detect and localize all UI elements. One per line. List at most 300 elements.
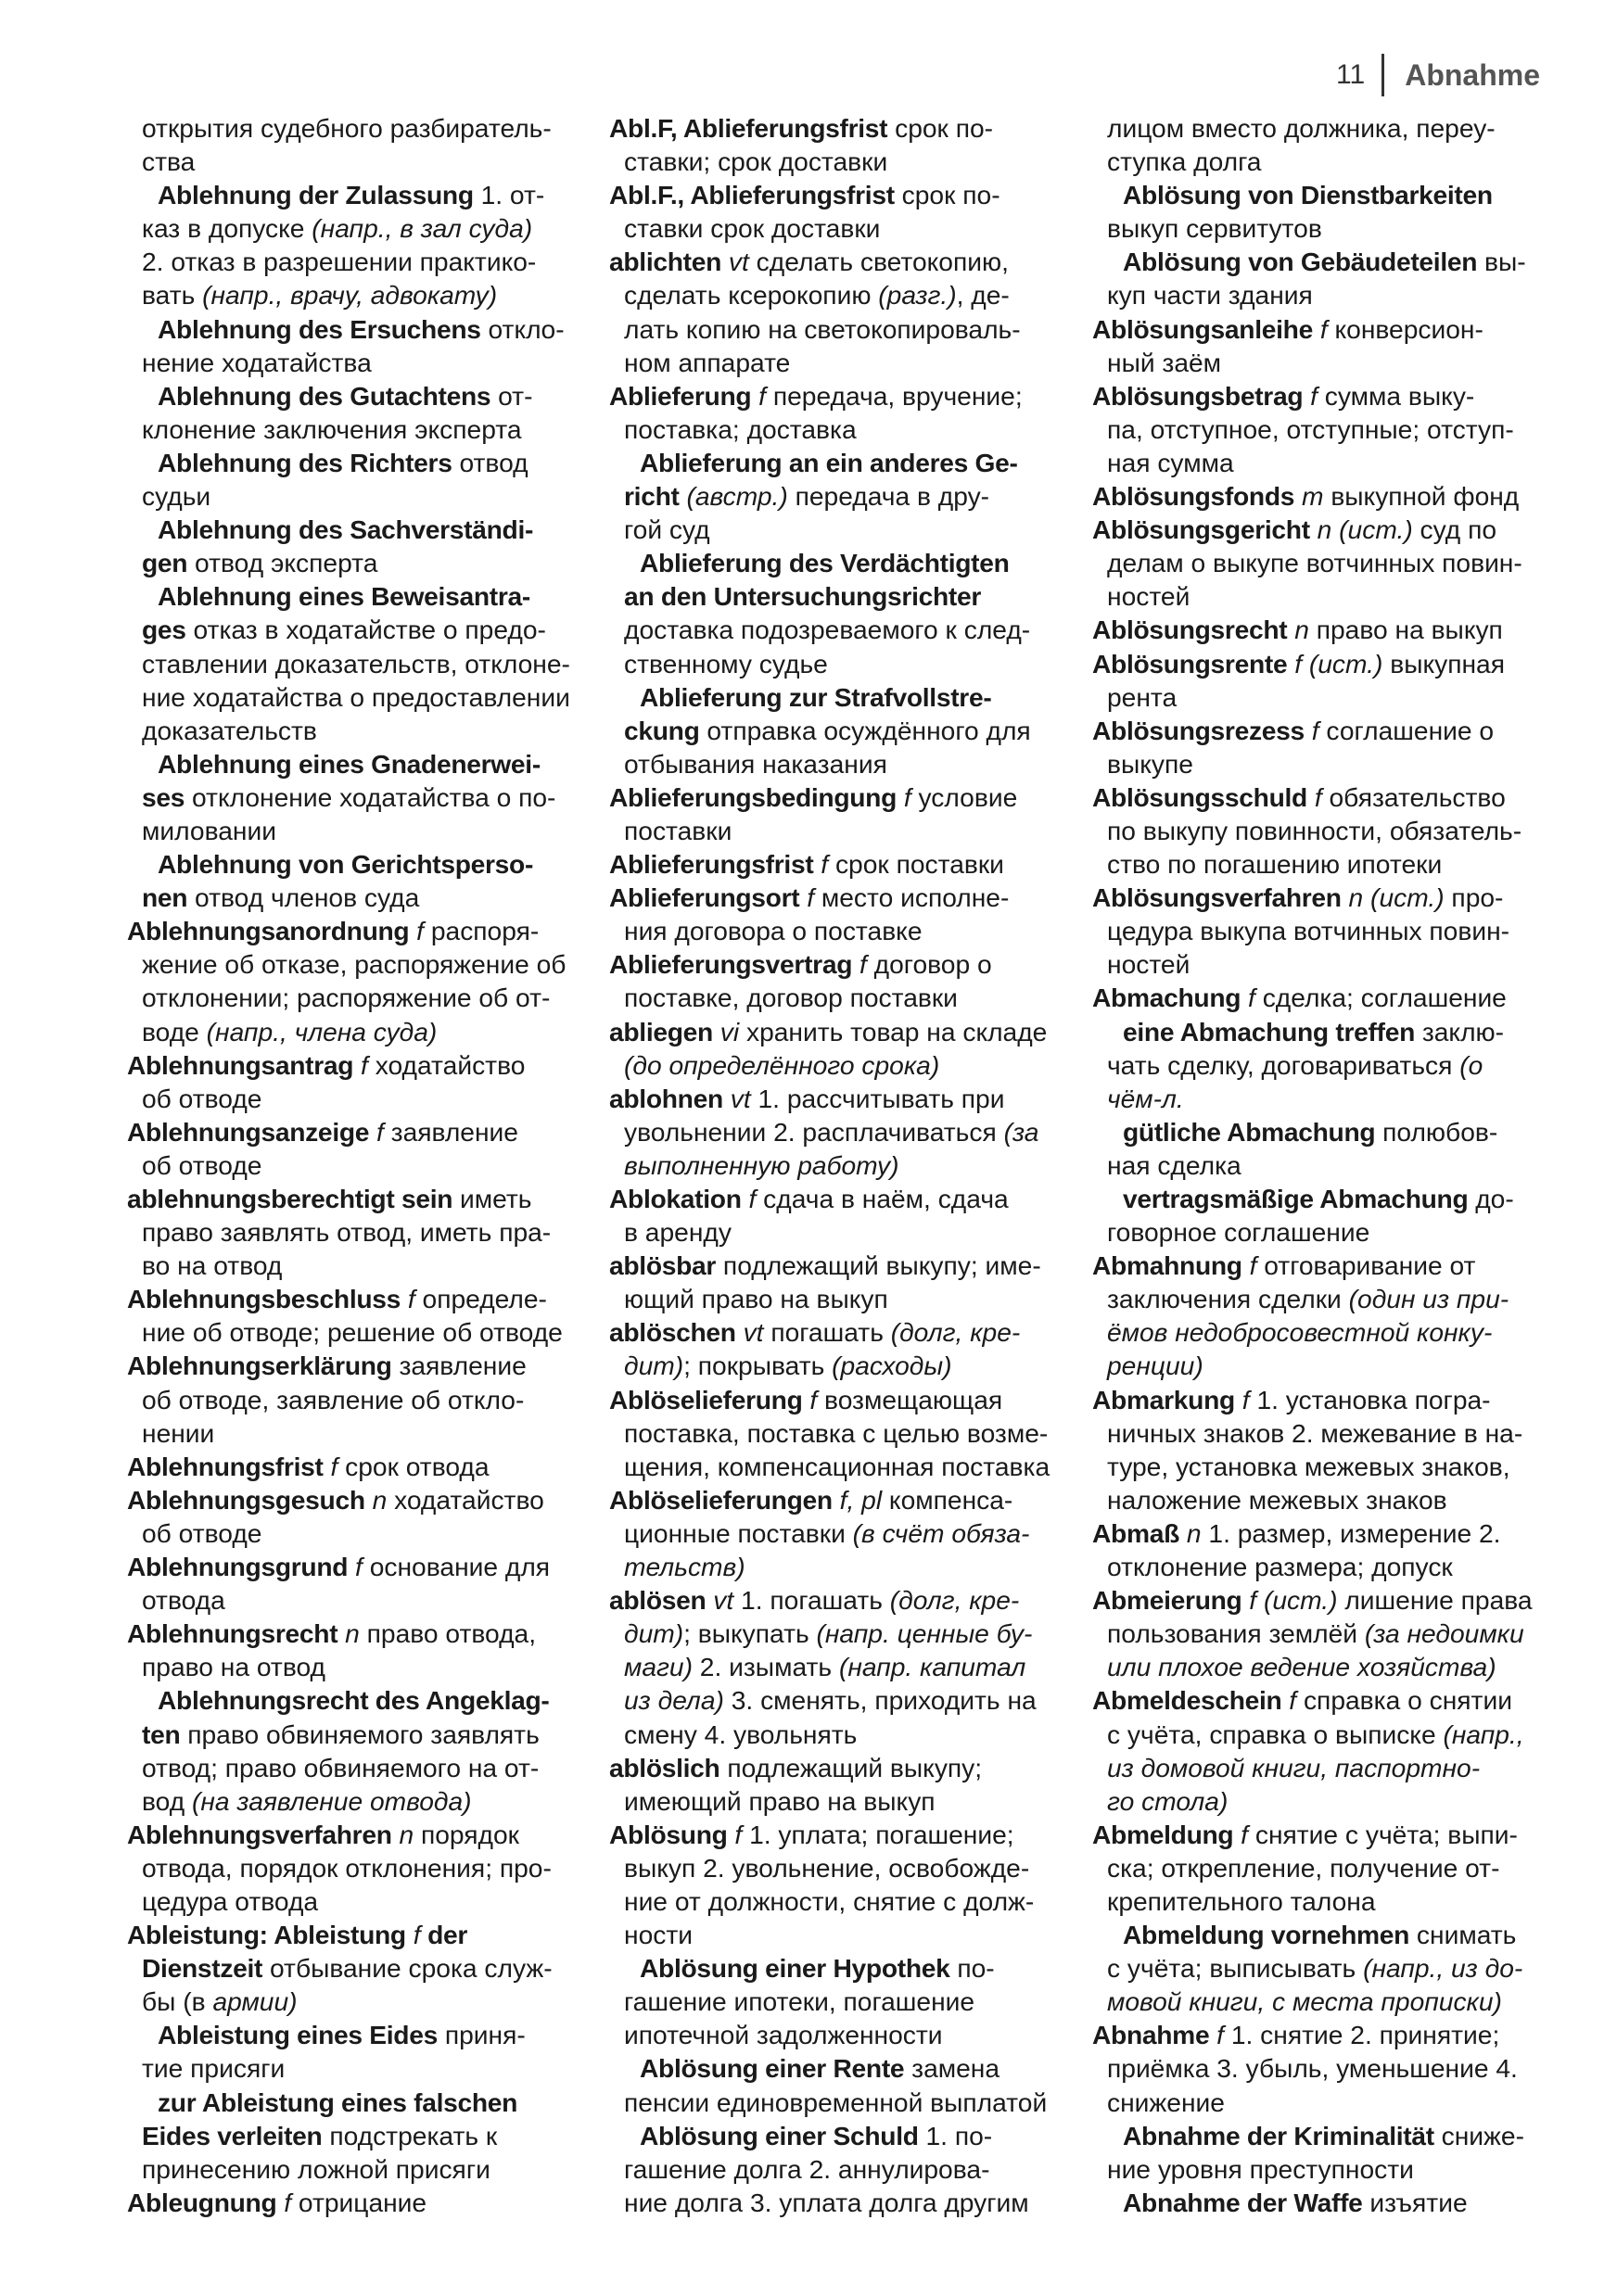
- italic-note: f: [734, 1819, 743, 1849]
- dictionary-line: [1092, 178, 1556, 211]
- definition-text: куп части здания: [1107, 280, 1313, 311]
- dictionary-line: [1092, 747, 1556, 780]
- dictionary-line: [127, 1851, 591, 1884]
- definition-text: заявление: [383, 1116, 518, 1147]
- definition-text: говорное соглашение: [1107, 1217, 1370, 1248]
- definition-text: доставка подозреваемого к след-: [624, 615, 1031, 645]
- dictionary-line: [1092, 881, 1556, 914]
- definition-text: снижение: [1107, 2087, 1225, 2117]
- italic-note: (разг.): [878, 280, 957, 311]
- headword: Ablösung: [609, 1819, 728, 1849]
- definition-text: жение об отказе, распоряжение об: [142, 949, 567, 980]
- headword: ablösen: [609, 1585, 707, 1616]
- definition-text: отговаривание от: [1256, 1250, 1476, 1281]
- definition-text: соглашение о: [1318, 715, 1495, 745]
- headword: Ablösung einer Hypothek: [640, 1953, 950, 1984]
- italic-note: (один из при-: [1348, 1284, 1509, 1314]
- italic-note: чём-л.: [1107, 1083, 1184, 1113]
- headword: Dienstzeit: [142, 1953, 263, 1984]
- definition-text: нении: [142, 1417, 215, 1448]
- headword: Ablösungsschuld: [1092, 781, 1307, 812]
- headword: Ablehnungsfrist: [127, 1451, 324, 1481]
- headword: Abl.F, Ablieferungsfrist: [609, 113, 888, 143]
- italic-note: (австр.): [686, 481, 788, 512]
- dictionary-column-2: [609, 111, 1073, 2219]
- definition-text: ный заём: [1107, 347, 1222, 377]
- definition-text: [1310, 514, 1318, 544]
- definition-text: [353, 1050, 361, 1080]
- headword: Ablehnung eines Gnadenerwei-: [158, 748, 541, 779]
- definition-text: туре, установка межевых знаков,: [1107, 1451, 1510, 1481]
- italic-note: f (ист.): [1294, 648, 1383, 679]
- italic-note: выполненную работу): [624, 1149, 899, 1180]
- dictionary-line: [127, 1315, 591, 1349]
- definition-text: 2. изымать: [692, 1652, 839, 1682]
- headword: Ablehnungsanzeige: [127, 1116, 370, 1147]
- definition-text: сниже-: [1433, 2120, 1524, 2150]
- definition-text: сделка; соглашение: [1254, 983, 1507, 1013]
- definition-text: про-: [1444, 882, 1504, 913]
- definition-text: 1. погашать: [733, 1585, 890, 1616]
- dictionary-line: [127, 1550, 591, 1583]
- headword: ses: [142, 781, 185, 812]
- definition-text: сделать ксерокопию: [624, 280, 879, 311]
- definition-text: ставлении доказательств, отклоне-: [142, 648, 570, 679]
- dictionary-line: [1092, 780, 1556, 814]
- headword: Ablehnungsbeschluss: [127, 1284, 401, 1314]
- headword: Ablieferungsvertrag: [609, 949, 853, 980]
- italic-note: дит): [624, 1351, 684, 1381]
- headword: der: [420, 1920, 468, 1950]
- dictionary-line: [127, 1918, 591, 1951]
- headword: Ablehnungsgrund: [127, 1552, 349, 1582]
- dictionary-line: [127, 346, 591, 379]
- dictionary-line: [609, 1082, 1073, 1115]
- dictionary-line: [1092, 2186, 1556, 2219]
- dictionary-line: [609, 479, 1073, 513]
- italic-note: го стола): [1107, 1785, 1229, 1816]
- dictionary-line: [1092, 479, 1556, 513]
- definition-text: отвод членов суда: [187, 882, 420, 913]
- definition-text: [369, 1117, 376, 1147]
- dictionary-line: [1092, 379, 1556, 412]
- definition-text: основание для: [362, 1552, 551, 1582]
- headword: Ablösung von Gebäudeteilen: [1123, 247, 1478, 277]
- headword: an den Untersuchungsrichter: [624, 581, 982, 612]
- dictionary-line: [127, 1483, 591, 1516]
- italic-note: из дела): [624, 1685, 724, 1716]
- definition-text: поставке, договор поставки: [624, 983, 958, 1013]
- definition-text: изъятие: [1362, 2187, 1468, 2217]
- dictionary-line: [127, 847, 591, 881]
- definition-text: нение ходатайства: [142, 347, 372, 377]
- dictionary-line: [127, 1516, 591, 1550]
- headword: Ableistung: Ableistung: [127, 1920, 406, 1950]
- definition-text: замена: [904, 2053, 1000, 2084]
- italic-note: (за недоимки: [1364, 1618, 1524, 1649]
- definition-text: право на отвод: [142, 1652, 325, 1682]
- italic-note: (напр., в зал суда): [312, 213, 533, 244]
- italic-note: f: [1314, 781, 1322, 812]
- italic-note: ёмов недобросовестной конку-: [1107, 1317, 1493, 1348]
- dictionary-line: [1092, 1383, 1556, 1416]
- headword: Ablehnung eines Beweisantra-: [158, 581, 530, 612]
- dictionary-line: [127, 1818, 591, 1851]
- definition-text: об отводе: [142, 1083, 262, 1113]
- dictionary-line: [1092, 1683, 1556, 1717]
- definition-text: приёмка 3. убыль, уменьшение 4.: [1107, 2053, 1518, 2084]
- italic-note: армии): [212, 1986, 298, 2017]
- dictionary-line: [127, 1215, 591, 1249]
- definition-text: отклo-: [480, 313, 565, 344]
- dictionary-line: [1092, 1650, 1556, 1683]
- dictionary-line: [127, 178, 591, 211]
- definition-text: отклонение размера; допуск: [1107, 1552, 1453, 1582]
- definition-text: ; покрывать: [683, 1351, 833, 1381]
- italic-note: (расходы): [832, 1351, 952, 1381]
- definition-text: выкупной фонд: [1323, 481, 1520, 512]
- definition-text: выкупная: [1382, 648, 1505, 679]
- definition-text: отбывание срока служ-: [262, 1953, 553, 1984]
- definition-text: об отводе: [142, 1517, 262, 1548]
- italic-note: f: [376, 1116, 384, 1147]
- headword: Ablehnungsgesuch: [127, 1484, 365, 1515]
- definition-text: 2. отказ в разрешении практико-: [142, 247, 537, 277]
- italic-note: f: [413, 1920, 421, 1950]
- dictionary-line: [609, 546, 1073, 579]
- headword: Ablieferung: [609, 380, 752, 411]
- definition-text: иметь: [452, 1184, 532, 1213]
- definition-text: [751, 381, 758, 411]
- headword: Ableugnung: [127, 2187, 277, 2217]
- dictionary-line: [127, 1784, 591, 1818]
- dictionary-line: [1092, 1784, 1556, 1818]
- definition-text: ставки срок доставки: [624, 213, 881, 244]
- dictionary-line: [127, 981, 591, 1014]
- definition-text: ства: [142, 146, 196, 177]
- italic-note: дит): [624, 1618, 684, 1649]
- definition-text: выкуп 2. увольнение, освобожде-: [624, 1852, 1030, 1883]
- definition-text: по выкупу повинности, обязатель-: [1107, 815, 1522, 845]
- dictionary-line: [127, 2018, 591, 2051]
- italic-note: n: [399, 1819, 414, 1849]
- headword: abliegen: [609, 1016, 713, 1047]
- dictionary-line: [609, 178, 1073, 211]
- dictionary-line: [127, 1115, 591, 1148]
- dictionary-line: [127, 780, 591, 814]
- italic-note: n (ист.): [1348, 882, 1445, 913]
- dictionary-line: [1092, 2152, 1556, 2186]
- italic-note: f: [1311, 715, 1319, 745]
- headword: Abmachung: [1092, 983, 1241, 1013]
- definition-text: [1342, 882, 1349, 912]
- definition-text: отрицание: [291, 2187, 427, 2217]
- definition-text: наложение межевых знаков: [1107, 1484, 1447, 1515]
- italic-note: f: [330, 1451, 338, 1481]
- dictionary-line: [1092, 1718, 1556, 1751]
- dictionary-line: [1092, 1015, 1556, 1048]
- headword: Eides verleiten: [142, 2120, 323, 2150]
- dictionary-line: [1092, 278, 1556, 311]
- dictionary-line: [609, 245, 1073, 278]
- dictionary-line: [127, 2119, 591, 2152]
- dictionary-line: [1092, 1048, 1556, 1082]
- dictionary-line: [609, 312, 1073, 346]
- dictionary-line: [609, 1450, 1073, 1483]
- dictionary-line: [609, 1015, 1073, 1048]
- italic-note: n (ист.): [1317, 514, 1413, 545]
- dictionary-line: [609, 1048, 1073, 1082]
- dictionary-line: [609, 513, 1073, 546]
- definition-text: пользования землёй: [1107, 1618, 1365, 1649]
- dictionary-line: [1092, 412, 1556, 446]
- definition-text: сдача в наём, сдача: [756, 1184, 1009, 1213]
- definition-text: [337, 1618, 345, 1648]
- definition-text: поставки: [624, 815, 732, 845]
- definition-text: определе-: [414, 1284, 547, 1314]
- dictionary-line: [609, 1383, 1073, 1416]
- dictionary-line: [127, 312, 591, 346]
- definition-text: [401, 1284, 408, 1313]
- dictionary-line: [609, 847, 1073, 881]
- dictionary-line: [1092, 346, 1556, 379]
- dictionary-line: [609, 211, 1073, 245]
- dictionary-line: [127, 1985, 591, 2018]
- dictionary-line: [609, 647, 1073, 680]
- definition-text: отвода, порядок отклонения; про-: [142, 1852, 552, 1883]
- definition-text: ние от должности, снятие с долж-: [624, 1885, 1035, 1916]
- italic-note: vi: [719, 1016, 740, 1047]
- definition-text: [1305, 716, 1312, 745]
- definition-text: цедура отвода: [142, 1885, 319, 1916]
- dictionary-line: [609, 1751, 1073, 1784]
- definition-text: до-: [1468, 1184, 1514, 1213]
- dictionary-line: [1092, 446, 1556, 479]
- dictionary-line: [127, 245, 591, 278]
- dictionary-line: [1092, 312, 1556, 346]
- italic-note: f, pl: [839, 1484, 883, 1515]
- italic-note: f: [748, 1184, 757, 1213]
- dictionary-column-1: [127, 111, 591, 2219]
- dictionary-line: [1092, 613, 1556, 646]
- definition-text: подлежащий выкупу;: [719, 1752, 983, 1782]
- headword: ten: [142, 1719, 181, 1749]
- definition-text: [348, 1552, 355, 1581]
- italic-note: f: [1248, 983, 1255, 1013]
- headword: Ablehnung des Sachverständi-: [158, 514, 534, 545]
- headword: Ablieferungsort: [609, 882, 800, 913]
- dictionary-line: [609, 1617, 1073, 1650]
- headword: Ablokation: [609, 1184, 742, 1213]
- headword: Ablösungsfonds: [1092, 481, 1295, 512]
- definition-text: миловании: [142, 815, 276, 845]
- headword: Ablehnungsrecht: [127, 1618, 338, 1649]
- headword: Ablösungsrente: [1092, 648, 1288, 679]
- headword: zur Ableistung eines falschen: [158, 2087, 518, 2117]
- definition-text: ние ходатайства о предоставлении: [142, 681, 570, 712]
- headword: Abnahme: [1092, 2020, 1210, 2050]
- headword: ges: [142, 615, 186, 645]
- definition-text: лицом вместо должника, переу-: [1107, 113, 1496, 143]
- definition-text: цедура выкупа вотчинных повин-: [1107, 916, 1510, 946]
- definition-text: па, отступное, отступные; отступ-: [1107, 413, 1514, 444]
- definition-text: ничных знаков 2. межевание в на-: [1107, 1417, 1523, 1448]
- definition-text: сделать светокопию,: [748, 247, 1009, 277]
- dictionary-line: [127, 446, 591, 479]
- dictionary-line: [609, 2186, 1073, 2219]
- dictionary-column-3: [1092, 111, 1556, 2219]
- dictionary-line: [609, 2086, 1073, 2119]
- dictionary-line: [1092, 1516, 1556, 1550]
- definition-text: воде: [142, 1016, 207, 1047]
- dictionary-line: [609, 1115, 1073, 1148]
- dictionary-line: [127, 714, 591, 747]
- definition-text: компенса-: [882, 1484, 1013, 1515]
- dictionary-line: [1092, 1182, 1556, 1215]
- dictionary-line: [127, 1583, 591, 1617]
- headword: Abmeldeschein: [1092, 1685, 1282, 1716]
- italic-note: f (ист.): [1249, 1585, 1338, 1616]
- italic-note: n: [345, 1618, 360, 1649]
- definition-text: выкуп сервитутов: [1107, 213, 1322, 244]
- dictionary-line: [1092, 847, 1556, 881]
- dictionary-line: [127, 379, 591, 412]
- dictionary-line: [1092, 1249, 1556, 1282]
- dictionary-line: [127, 1884, 591, 1918]
- dictionary-line: [127, 513, 591, 546]
- definition-text: ном аппарате: [624, 347, 791, 377]
- headword: Abl.F., Ablieferungsfrist: [609, 180, 895, 210]
- dictionary-line: [609, 814, 1073, 847]
- page-number: 11: [1336, 59, 1366, 90]
- dictionary-line: [1092, 1751, 1556, 1784]
- headword: Abmeldung vornehmen: [1123, 1920, 1410, 1950]
- headword: Ablehnungsrecht des Angeklag-: [158, 1685, 550, 1716]
- definition-text: лишение права: [1337, 1585, 1533, 1616]
- definition-text: 1. снятие 2. принятие;: [1224, 2020, 1500, 2050]
- dictionary-line: [1092, 680, 1556, 714]
- headword: Ablösungsrecht: [1092, 615, 1288, 645]
- italic-note: (до определённого срока): [624, 1049, 940, 1080]
- dictionary-line: [1092, 1918, 1556, 1951]
- dictionary-line: [1092, 914, 1556, 947]
- dictionary-line: [1092, 1416, 1556, 1450]
- definition-text: пенсии единовременной выплатой: [624, 2087, 1048, 2117]
- definition-text: об отводе, заявление об откло-: [142, 1384, 525, 1414]
- definition-text: судьи: [142, 481, 211, 512]
- dictionary-line: [609, 1182, 1073, 1215]
- italic-note: f: [821, 849, 829, 880]
- definition-text: место исполне-: [814, 882, 1010, 913]
- definition-text: лать копию на светокопироваль-: [624, 313, 1021, 344]
- dictionary-line: [127, 1015, 591, 1048]
- italic-note: тельств): [624, 1552, 745, 1582]
- dictionary-line: [1092, 814, 1556, 847]
- definition-text: [365, 1485, 373, 1515]
- headword: ckung: [624, 715, 700, 745]
- definition-text: ходатайство: [387, 1484, 544, 1515]
- dictionary-line: [127, 747, 591, 780]
- italic-note: маги): [624, 1652, 693, 1682]
- italic-note: f: [1319, 313, 1328, 344]
- definition-text: гой суд: [624, 514, 710, 545]
- definition-text: [852, 949, 859, 979]
- headword: gütliche Abmachung: [1123, 1116, 1376, 1147]
- definition-text: срок по-: [887, 113, 994, 143]
- italic-note: (в счёт обяза-: [852, 1517, 1030, 1548]
- headword: Ablösungsanleihe: [1092, 313, 1313, 344]
- italic-note: f: [361, 1049, 368, 1080]
- headword: Ablösungsgericht: [1092, 514, 1310, 545]
- italic-note: n: [372, 1484, 388, 1515]
- dictionary-line: [609, 1483, 1073, 1516]
- definition-text: 1. от-: [473, 180, 545, 210]
- headword: Ablehnung des Richters: [158, 447, 452, 477]
- definition-text: [1307, 782, 1315, 812]
- definition-text: увольнении 2. расплачиваться: [624, 1116, 1004, 1147]
- dictionary-line: [127, 1617, 591, 1650]
- dictionary-line: [127, 2152, 591, 2186]
- definition-text: [1313, 314, 1320, 344]
- definition-text: ние об отводе; решение об отводе: [142, 1317, 563, 1348]
- definition-text: право отвода,: [359, 1618, 537, 1649]
- definition-text: отказ в ходатайстве о предо-: [185, 615, 546, 645]
- definition-text: [1242, 1250, 1250, 1280]
- dictionary-line: [127, 1082, 591, 1115]
- headword: richt: [624, 481, 680, 512]
- dictionary-line: [1092, 1851, 1556, 1884]
- dictionary-line: [1092, 111, 1556, 145]
- headword: Abmarkung: [1092, 1384, 1235, 1414]
- italic-note: f: [903, 781, 911, 812]
- definition-text: отбывания наказания: [624, 748, 887, 779]
- definition-text: отвод эксперта: [187, 548, 378, 578]
- dictionary-line: [127, 1951, 591, 1985]
- dictionary-line: [609, 412, 1073, 446]
- dictionary-line: [609, 1818, 1073, 1851]
- dictionary-line: [1092, 714, 1556, 747]
- dictionary-line: [1092, 1550, 1556, 1583]
- dictionary-line: [609, 2018, 1073, 2051]
- definition-text: во на отвод: [142, 1250, 283, 1281]
- dictionary-line: [609, 1249, 1073, 1282]
- headword: Ablieferungsbedingung: [609, 781, 898, 812]
- definition-text: имеющий право на выкуп: [624, 1785, 936, 1816]
- dictionary-line: [1092, 1082, 1556, 1115]
- definition-text: [723, 1084, 731, 1113]
- definition-text: ство по погашению ипотеки: [1107, 849, 1443, 880]
- dictionary-line: [1092, 1215, 1556, 1249]
- dictionary-line: [127, 2086, 591, 2119]
- definition-text: , де-: [956, 280, 1010, 311]
- definition-text: ностей: [1107, 949, 1190, 980]
- dictionary-line: [1092, 1483, 1556, 1516]
- dictionary-line: [609, 613, 1073, 646]
- definition-text: обязательство: [1321, 781, 1506, 812]
- headword: Ablöselieferungen: [609, 1484, 833, 1515]
- italic-note: (напр., из до-: [1363, 1953, 1523, 1984]
- definition-text: щения, компенсационная поставка: [624, 1451, 1050, 1481]
- dictionary-line: [1092, 211, 1556, 245]
- dictionary-line: [1092, 647, 1556, 680]
- dictionary-line: [127, 1182, 591, 1215]
- dictionary-line: [609, 1851, 1073, 1884]
- dictionary-line: [609, 714, 1073, 747]
- definition-text: [897, 782, 904, 812]
- definition-text: ; выкупать: [683, 1618, 817, 1649]
- dictionary-line: [127, 1450, 591, 1483]
- definition-text: поставка; доставка: [624, 413, 857, 444]
